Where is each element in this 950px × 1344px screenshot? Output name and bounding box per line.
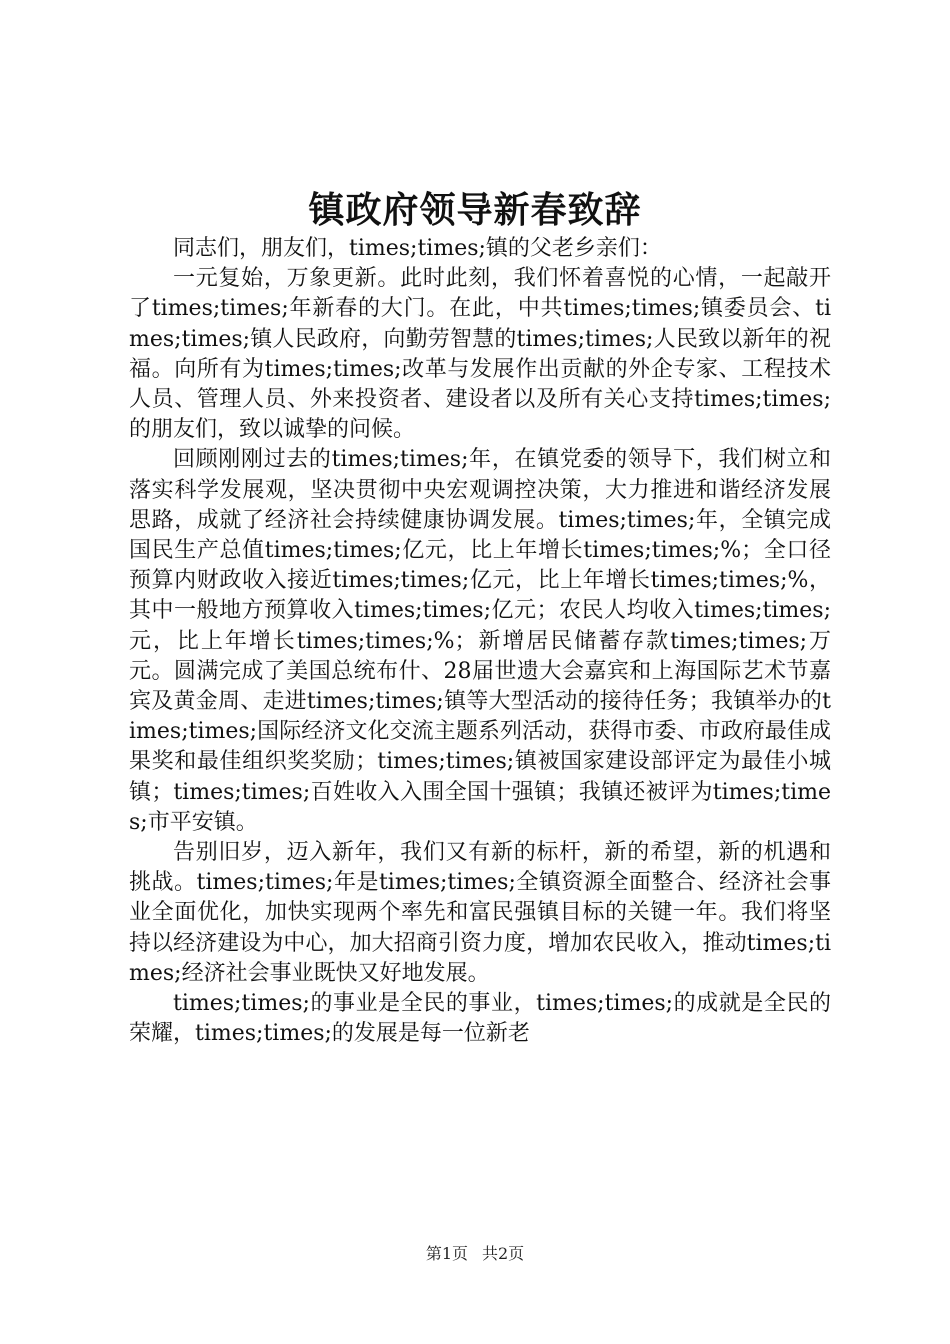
paragraph-closing: times;times;的事业是全民的事业，times;times;的成就是全民的荣耀，times;times;的发展是每一位新老 <box>129 991 831 1047</box>
paragraph-outlook: 告别旧岁，迈入新年，我们又有新的标杆，新的希望，新的机遇和挑战。times;times;年是times;times;全镇资源全面整合、经济社会事业全面优化，加快实现两个率先和富民强镇目标的关键一年。我们将坚持以经济建设为中心，加大招商引资力度，增加农民收入，推动times;times;经济社会事业既快又好地发展。 <box>129 840 831 986</box>
paragraph-new-year: 一元复始，万象更新。此时此刻，我们怀着喜悦的心情，一起敲开了times;times;年新春的大门。在此，中共times;times;镇委员会、times;times;镇人民政府，向勤劳智慧的times;times;人民致以新年的祝福。向所有为times;times;改革与发展作出贡献的外企专家、工程技术人员、管理人员、外来投资者、建设者以及所有关心支持times;times;的朋友们，致以诚挚的问候。 <box>129 266 831 443</box>
page-total: 共2页 <box>482 1244 525 1263</box>
document-body <box>129 234 831 1049</box>
paragraph-greeting: 同志们，朋友们，times;times;镇的父老乡亲们： <box>173 236 662 261</box>
page-footer <box>0 1243 950 1265</box>
document-title: 镇政府领导新春致辞 <box>308 189 642 231</box>
paragraph-review: 回顾刚刚过去的times;times;年，在镇党委的领导下，我们树立和落实科学发展观，坚决贯彻中央宏观调控决策，大力推进和谐经济发展思路，成就了经济社会持续健康协调发展。times;times;年，全镇完成国民生产总值times;times;亿元，比上年增长times;times;%；全口径预算内财政收入接近times;times;亿元，比上年增长times;times;%，其中一般地方预算收入times;times;亿元；农民人均收入times;times;元，比上年增长times;times;%；新增居民储蓄存款times;times;万元。圆满完成了美国总统布什、28届世遗大会嘉宾和上海国际艺术节嘉宾及黄金周、走进times;times;镇等大型活动的接待任务；我镇举办的times;times;国际经济文化交流主题系列活动，获得市委、市政府最佳成果奖和最佳组织奖奖励；times;times;镇被国家建设部评定为最佳小城镇；times;times;百姓收入入围全国十强镇；我镇还被评为times;times;市平安镇。 <box>129 447 831 835</box>
page-number: 第1页 <box>425 1244 468 1263</box>
